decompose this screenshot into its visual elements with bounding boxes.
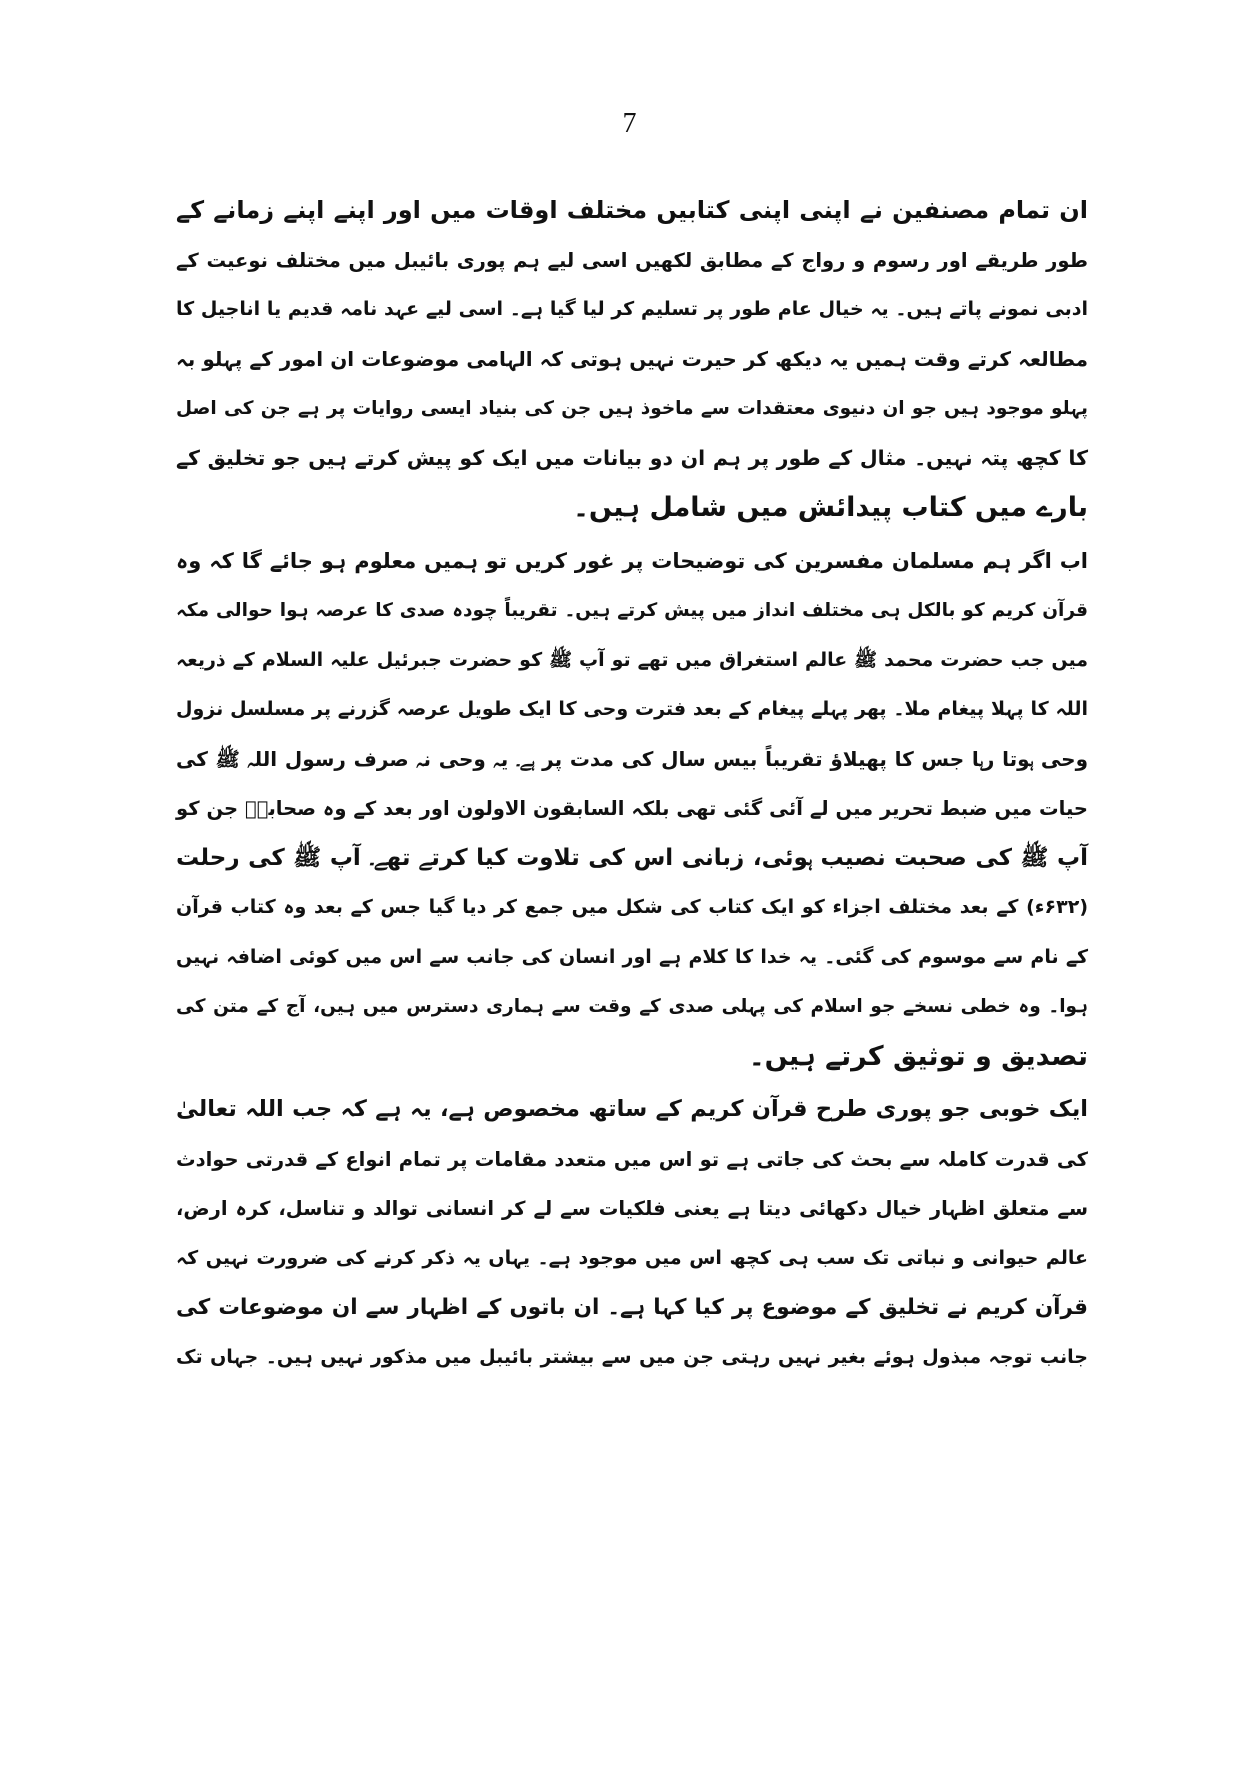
- text-line: حیات میں ضبط تحریر میں لے آئی گئی تھی بلکہ السابقون الاولون اور بعد کے وہ صحابہؓ جن کو: [176, 797, 1088, 820]
- text-line: طور طریقے اور رسوم و رواج کے مطابق لکھیں اسی لیے ہم پوری بائیبل میں مختلف نوعیت کے: [176, 248, 1088, 272]
- text-line: ایک خوبی جو پوری طرح قرآن کریم کے ساتھ مخصوص ہے، یہ ہے کہ جب اللہ تعالیٰ: [176, 1096, 1088, 1122]
- paragraph-quran-revelation: [176, 537, 1088, 1082]
- text-line: جانب توجہ مبذول ہوئے بغیر نہیں رہتی جن میں سے بیشتر بائیبل میں مذکور نہیں ہیں۔ جہاں تک: [176, 1345, 1088, 1368]
- text-line: کی قدرت کاملہ سے بحث کی جاتی ہے تو اس میں متعدد مقامات پر تمام انواع کے قدرتی حوادث: [176, 1147, 1088, 1171]
- text-line: اللہ کا پہلا پیغام ملا۔ پھر پہلے پیغام کے بعد فترت وحی کا ایک طویل عرصہ گزرنے پر مسلسل نزول: [176, 698, 1088, 720]
- text-line: پہلو موجود ہیں جو ان دنیوی معتقدات سے ماخوذ ہیں جن کی بنیاد ایسی روایات پر ہے جن کی اصل: [176, 398, 1088, 419]
- text-line: آپ ﷺ کی صحبت نصیب ہوئی، زبانی اس کی تلاوت کیا کرتے تھے۔ آپ ﷺ کی رحلت: [176, 844, 1088, 871]
- text-line: ان تمام مصنفین نے اپنی اپنی کتابیں مختلف اوقات میں اور اپنے اپنے زمانے کے: [176, 196, 1088, 224]
- paragraph-bible-authors: [176, 186, 1088, 533]
- text-line: اب اگر ہم مسلمان مفسرین کی توضیحات پر غور کریں تو ہمیں معلوم ہو جائے گا کہ وہ: [176, 548, 1088, 573]
- page-number: 7: [622, 108, 637, 139]
- body-text: [176, 186, 1088, 1382]
- text-line: (۶۳۲ء) کے بعد مختلف اجزاء کو ایک کتاب کی شکل میں جمع کر دیا گیا جس کے بعد وہ کتاب قرآن: [176, 896, 1088, 918]
- text-line: ہوا۔ وہ خطی نسخے جو اسلام کی پہلی صدی کے وقت سے ہماری دسترس میں ہیں، آج کے متن کی: [176, 996, 1088, 1017]
- text-line: تصدیق و توثیق کرتے ہیں۔: [748, 1040, 1088, 1072]
- text-line: کا کچھ پتہ نہیں۔ مثال کے طور پر ہم ان دو بیانات میں ایک کو پیش کرتے ہیں جو تخلیق کے: [176, 445, 1088, 470]
- text-line: بارے میں کتاب پیدائش میں شامل ہیں۔: [573, 492, 1088, 523]
- text-line: قرآن کریم نے تخلیق کے موضوع پر کیا کہا ہے۔ ان باتوں کے اظہار سے ان موضوعات کی: [176, 1295, 1088, 1320]
- text-line: عالم حیوانی و نباتی تک سب ہی کچھ اس میں موجود ہے۔ یہاں یہ ذکر کرنے کی ضرورت نہیں کہ: [176, 1246, 1088, 1269]
- text-line: قرآن کریم کو بالکل ہی مختلف انداز میں پیش کرتے ہیں۔ تقریباً چودہ صدی کا عرصہ ہوا حوالی مکہ: [176, 600, 1088, 621]
- text-line: ادبی نمونے پاتے ہیں۔ یہ خیال عام طور پر تسلیم کر لیا گیا ہے۔ اسی لیے عہد نامہ قدیم یا اناجیل کا: [176, 298, 1088, 320]
- text-line: وحی ہوتا رہا جس کا پھیلاؤ تقریباً بیس سال کی مدت پر ہے۔ یہ وحی نہ صرف رسول اللہ ﷺ کی: [176, 746, 1088, 771]
- text-line: سے متعلق اظہار خیال دکھائی دیتا ہے یعنی فلکیات سے لے کر انسانی توالد و تناسل، کرہ ارض،: [176, 1197, 1088, 1220]
- text-line: میں جب حضرت محمد ﷺ عالم استغراق میں تھے تو آپ ﷺ کو حضرت جبرئیل علیہ السلام کے ذریعہ: [176, 648, 1088, 671]
- paragraph-natural-phenomena: [176, 1085, 1088, 1382]
- text-line: مطالعہ کرتے وقت ہمیں یہ دیکھ کر حیرت نہیں ہوتی کہ الہامی موضوعات ان امور کے پہلو بہ: [176, 346, 1088, 371]
- text-line: کے نام سے موسوم کی گئی۔ یہ خدا کا کلام ہے اور انسان کی جانب سے اس میں کوئی اضافہ نہیں: [176, 945, 1088, 968]
